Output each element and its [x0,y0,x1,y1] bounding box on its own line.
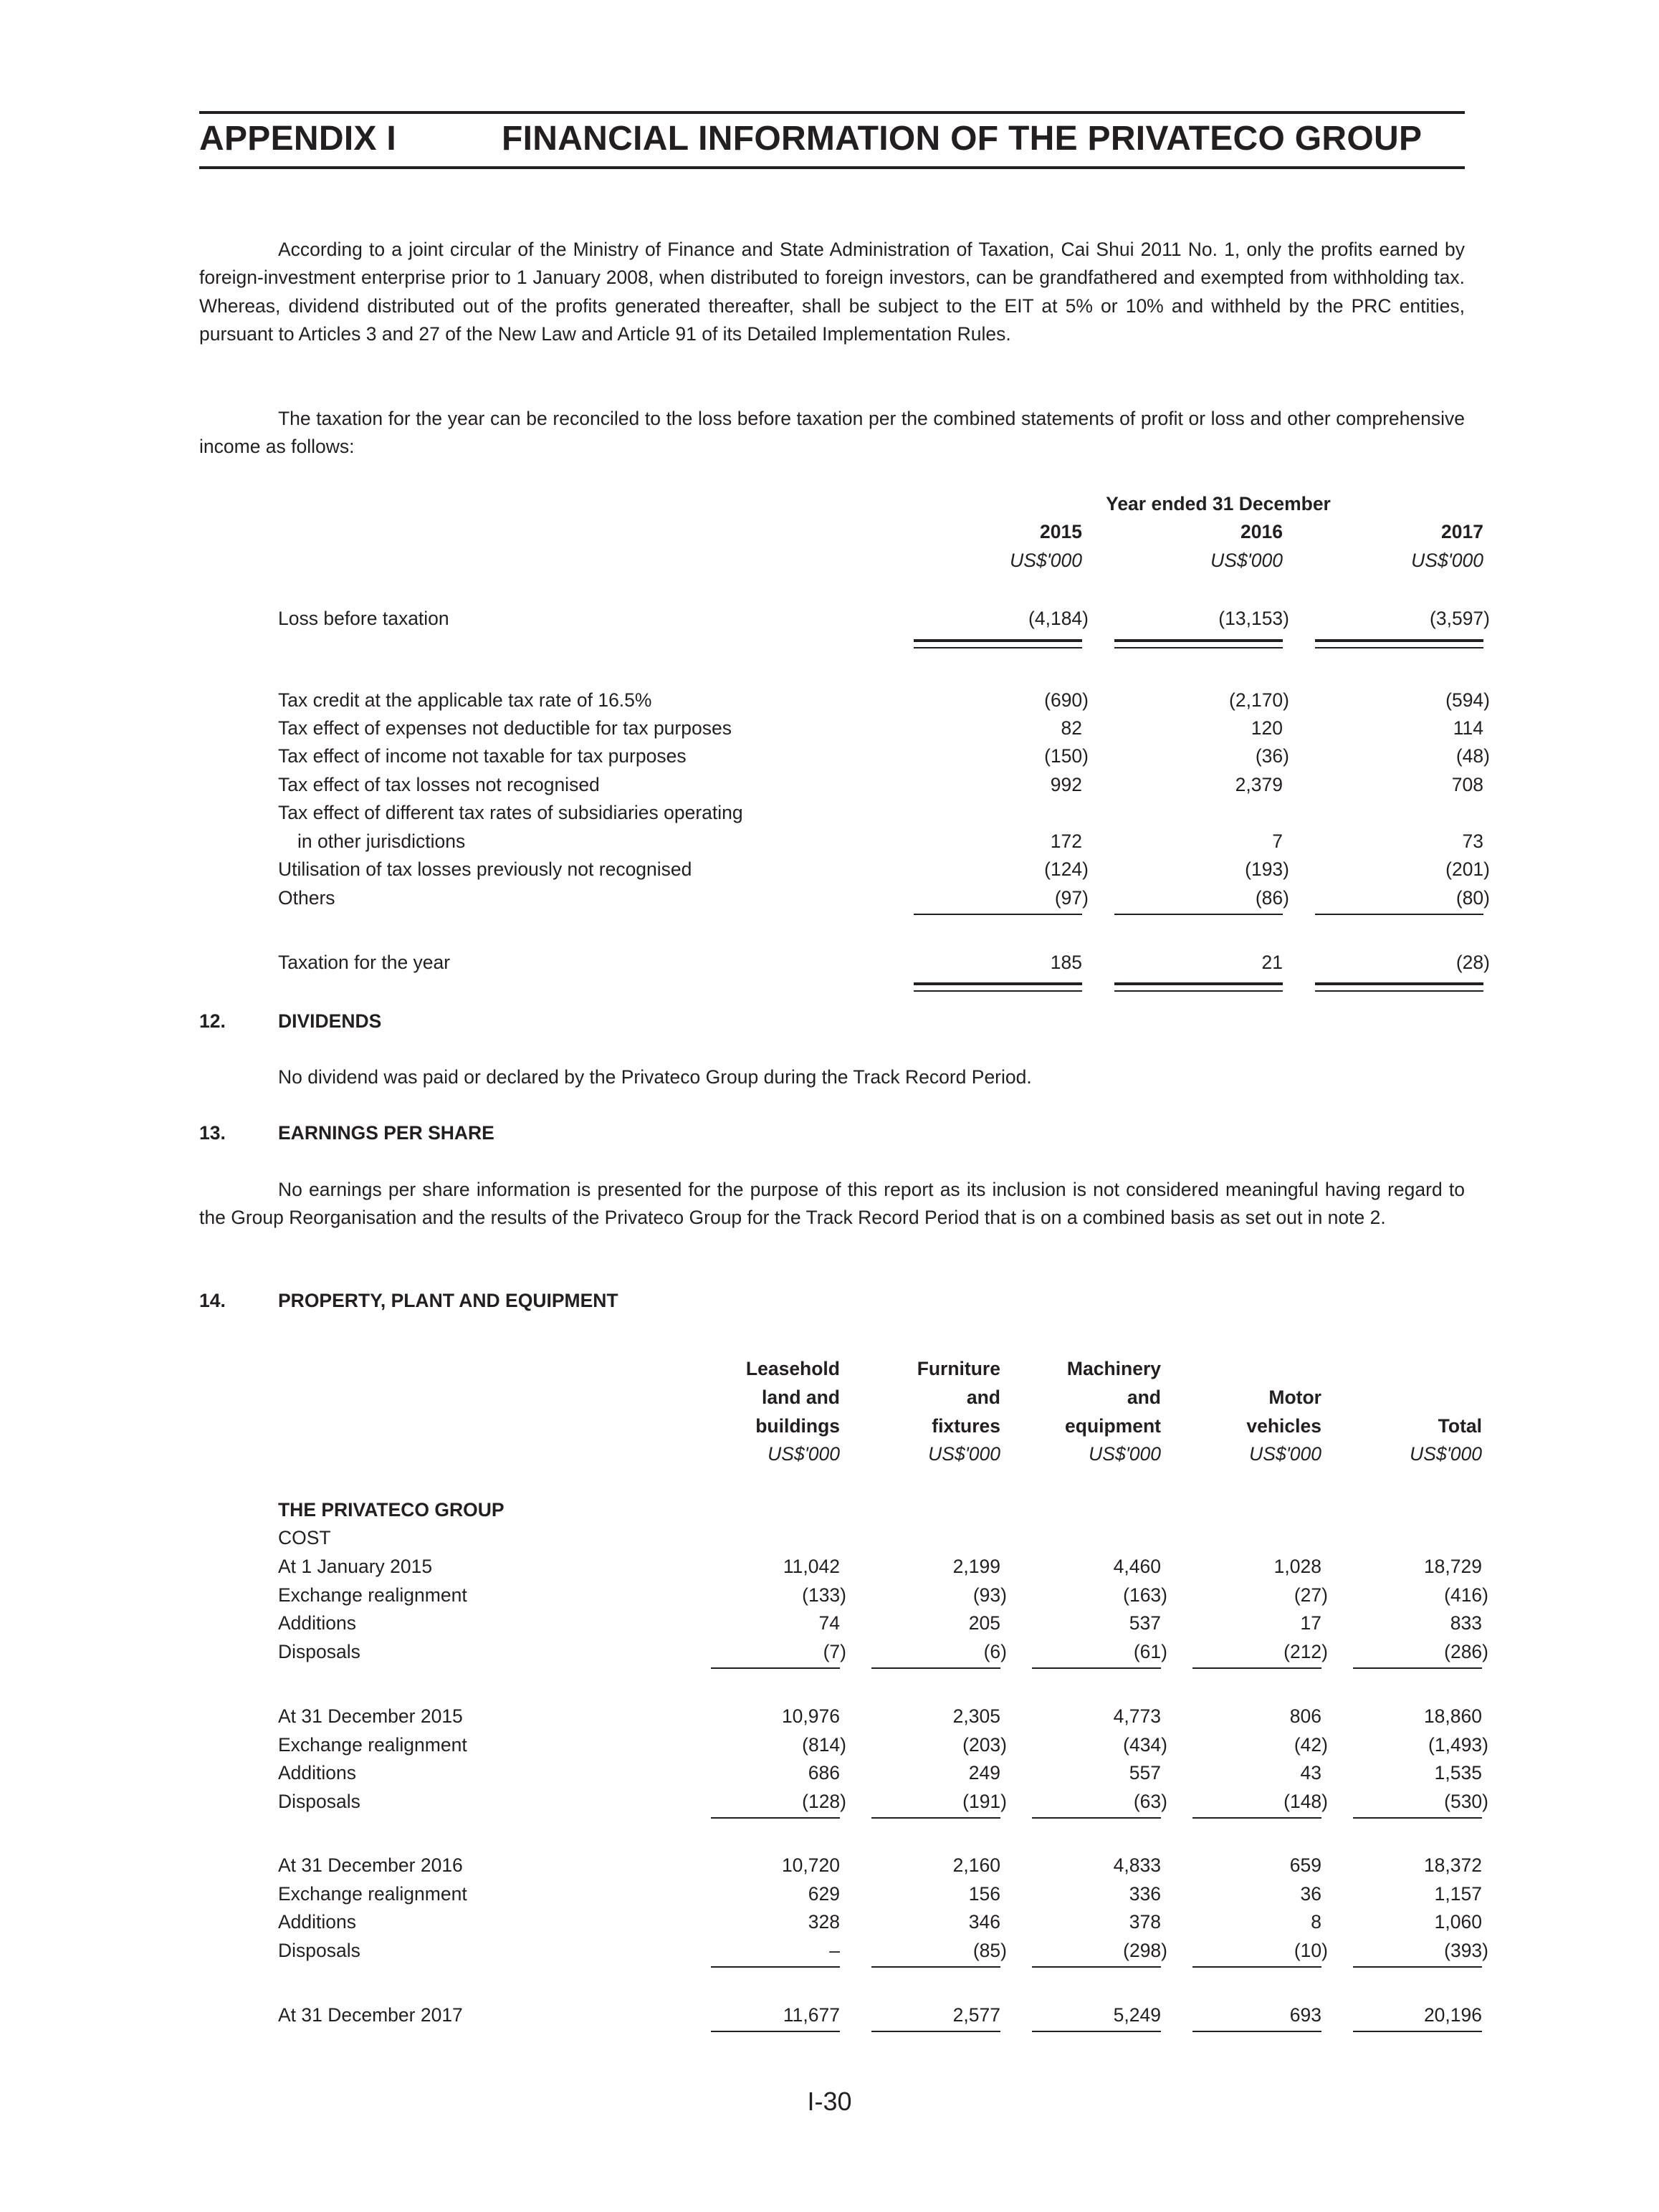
closing-rule [1192,2031,1321,2032]
tax-row-label: Tax effect of expenses not deductible for tax purposes [278,717,732,739]
column-header-line: Furniture [917,1358,1000,1379]
ppe-row-value: 43 [1300,1762,1321,1784]
tax-row-value: 114 [1453,717,1483,739]
ppe-row-value: (63) [1133,1791,1167,1812]
column-unit: US$'000 [1089,1443,1161,1465]
section-13-title: EARNINGS PER SHARE [278,1122,494,1144]
ppe-row-value: 17 [1300,1612,1321,1634]
taxation-for-year-value: 21 [1261,952,1283,973]
ppe-row-value: 1,028 [1273,1556,1321,1577]
ppe-row-label: At 1 January 2015 [278,1556,433,1577]
loss-before-tax-value: (4,184) [1028,608,1089,629]
ppe-row-value: 346 [968,1911,1000,1933]
tax-row-value: (594) [1445,689,1490,711]
closing-rule [711,2031,840,2032]
ppe-row-label: Additions [278,1762,357,1784]
ppe-row-label: Exchange realignment [278,1734,467,1756]
tax-row-value: 73 [1462,830,1483,852]
year-header-2015: 2015 [1040,521,1082,542]
ppe-row-value: 18,729 [1423,1556,1482,1577]
tax-row-label: Tax effect of different tax rates of subsidiaries operating [278,802,743,823]
ppe-row-label: Additions [278,1911,357,1933]
column-header-line: Machinery [1066,1358,1161,1379]
ppe-row-value: (6) [983,1641,1007,1662]
subtotal-rule [711,1667,840,1669]
double-rule-top [914,639,1082,642]
column-header-line: Motor [1268,1387,1321,1408]
ppe-row-value: 1,535 [1434,1762,1482,1784]
eps-paragraph: No earnings per share information is presented for the purpose of this report as its inclusion is not considered meaningful having regard to the Group Reorganisation and the results of the Privateco Group for the Track Record Period that is on a combined basis as set out in note 2. [199,1179,1465,1229]
ppe-row-value: (128) [802,1791,846,1812]
double-rule-bottom [1114,647,1283,648]
ppe-row-label: Disposals [278,1791,360,1812]
subtotal-rule [1353,1667,1482,1669]
column-unit: US$'000 [1410,1443,1482,1465]
unit-header: US$'000 [1411,550,1483,571]
ppe-row-value: (530) [1444,1791,1488,1812]
group-title: THE PRIVATECO GROUP [278,1499,505,1521]
ppe-row-value: (1,493) [1428,1734,1488,1756]
ppe-row-label: Additions [278,1612,357,1634]
ppe-row-label: Exchange realignment [278,1584,467,1606]
dividends-text: No dividend was paid or declared by the Privateco Group during the Track Record Period. [278,1066,1032,1088]
column-unit: US$'000 [928,1443,1000,1465]
section-14-number: 14. [199,1290,226,1311]
ppe-row-value: 378 [1129,1911,1161,1933]
header-bottom-rule [199,166,1465,169]
ppe-row-value: (212) [1283,1641,1328,1662]
double-rule-top [1114,982,1283,985]
ppe-row-value: (133) [802,1584,846,1606]
ppe-row-value: 557 [1129,1762,1161,1784]
tax-row-value: (150) [1044,745,1089,767]
cost-label: COST [278,1527,331,1548]
double-rule-bottom [1114,990,1283,992]
tax-row-value: 82 [1061,717,1082,739]
ppe-row-value: 1,157 [1434,1883,1482,1905]
taxation-for-year-value: (28) [1455,952,1490,973]
ppe-row-value: (416) [1444,1584,1488,1606]
subtotal-rule [1032,1966,1161,1968]
subtotal-rule [1192,1667,1321,1669]
intro-paragraph-1: According to a joint circular of the Ministry of Finance and State Administration of Taxation, Cai Shui 2011 No. 1, only the profits earned by foreign-investment enterprise prior to 1 January 2008, when distributed to foreign investors, can be grandfathered and exempted from withholding tax. Whereas, dividend distributed out of the profits generated thereafter, shall be subject to the EIT at 5% or 10% and withheld by the PRC entities, pursuant to Articles 3 and 27 of the New Law and Article 91 of its Detailed Implementation Rules. [199,239,1465,345]
tax-row-value: (193) [1245,858,1289,880]
ppe-row-value: 2,199 [952,1556,1000,1577]
ppe-row-value: (10) [1294,1940,1328,1961]
appendix-label: APPENDIX I [199,120,397,158]
subtotal-rule [1032,1817,1161,1819]
column-header-line: buildings [755,1415,840,1437]
page-number: I-30 [807,2087,852,2116]
ppe-row-value: (93) [972,1584,1007,1606]
taxation-for-year-value: 185 [1050,952,1082,973]
ppe-row-value: (42) [1294,1734,1328,1756]
ppe-row-value: 806 [1289,1705,1321,1727]
ppe-row-value: (85) [972,1940,1007,1961]
tax-row-label: Tax credit at the applicable tax rate of 16.5% [278,689,652,711]
tax-row-label: Tax effect of income not taxable for tax purposes [278,745,687,767]
loss-before-tax-label: Loss before taxation [278,608,449,629]
subtotal-rule [914,914,1082,915]
subtotal-rule [871,1667,1000,1669]
tax-row-value: (36) [1255,745,1289,767]
closing-balance-value: 5,249 [1113,2004,1161,2026]
subtotal-rule [871,1817,1000,1819]
ppe-row-value: 11,042 [783,1556,840,1577]
unit-header: US$'000 [1010,550,1082,571]
ppe-row-value: 833 [1450,1612,1482,1634]
tax-row-value: (690) [1044,689,1089,711]
ppe-row-value: 686 [808,1762,840,1784]
ppe-row-value: (61) [1133,1641,1167,1662]
taxation-for-year-label: Taxation for the year [278,952,451,973]
closing-rule [871,2031,1000,2032]
appendix-title: FINANCIAL INFORMATION OF THE PRIVATECO GROUP [502,120,1423,158]
closing-balance-value: 2,577 [952,2004,1000,2026]
column-header-line: equipment [1065,1415,1161,1437]
column-header-line: Leasehold [745,1358,840,1379]
double-rule-bottom [1315,990,1483,992]
column-header-line: land and [762,1387,840,1408]
ppe-row-value: 4,833 [1113,1854,1161,1876]
year-header-2016: 2016 [1240,521,1283,542]
closing-rule [1353,2031,1482,2032]
subtotal-rule [1315,914,1483,915]
unit-header: US$'000 [1210,550,1283,571]
tax-row-value: (201) [1445,858,1490,880]
tax-row-value: 992 [1050,774,1082,795]
closing-balance-value: 11,677 [783,2004,840,2026]
ppe-row-value: (148) [1283,1791,1328,1812]
ppe-row-value: 4,460 [1113,1556,1161,1577]
tax-row-value: 120 [1251,717,1283,739]
ppe-row-value: 2,305 [952,1705,1000,1727]
tax-row-value: 7 [1272,830,1283,852]
subtotal-rule [711,1817,840,1819]
ppe-row-value: 537 [1129,1612,1161,1634]
subtotal-rule [1032,1667,1161,1669]
ppe-row-value: 249 [968,1762,1000,1784]
year-header-2017: 2017 [1441,521,1483,542]
ppe-row-value: 18,372 [1423,1854,1482,1876]
ppe-row-label: Disposals [278,1641,360,1662]
ppe-row-value: (163) [1123,1584,1167,1606]
double-rule-top [914,982,1082,985]
ppe-row-label: Disposals [278,1940,360,1961]
double-rule-bottom [914,647,1082,648]
loss-before-tax-value: (3,597) [1430,608,1490,629]
ppe-row-value: 205 [968,1612,1000,1634]
tax-row-value: 172 [1050,830,1082,852]
ppe-row-value: 36 [1300,1883,1321,1905]
subtotal-rule [1192,1966,1321,1968]
section-14-title: PROPERTY, PLANT AND EQUIPMENT [278,1290,618,1311]
closing-balance-label: At 31 December 2017 [278,2004,463,2026]
column-unit: US$'000 [1249,1443,1321,1465]
section-12-title: DIVIDENDS [278,1010,382,1032]
ppe-row-value: 8 [1311,1911,1321,1933]
tax-row-value: (97) [1054,887,1089,909]
ppe-row-value: (298) [1123,1940,1167,1961]
tax-row-label: Others [278,887,335,909]
ppe-row-value: (27) [1294,1584,1328,1606]
ppe-row-value: (191) [962,1791,1007,1812]
column-unit: US$'000 [768,1443,840,1465]
ppe-row-value: 10,720 [781,1854,840,1876]
section-13-number: 13. [199,1122,226,1144]
tax-row-value: (2,170) [1229,689,1289,711]
ppe-row-value: 156 [968,1883,1000,1905]
double-rule-top [1315,639,1483,642]
period-header: Year ended 31 December [1106,493,1331,514]
double-rule-top [1315,982,1483,985]
loss-before-tax-value: (13,153) [1218,608,1289,629]
intro-paragraph-2: The taxation for the year can be reconciled to the loss before taxation per the combined statements of profit or loss and other comprehensive income as follows: [199,408,1465,458]
ppe-row-value: 1,060 [1434,1911,1482,1933]
ppe-row-value: (203) [962,1734,1007,1756]
ppe-row-value: 328 [808,1911,840,1933]
subtotal-rule [1192,1817,1321,1819]
ppe-row-value: 629 [808,1883,840,1905]
tax-row-label: Utilisation of tax losses previously not recognised [278,858,692,880]
ppe-row-value: (393) [1444,1940,1488,1961]
ppe-row-value: 4,773 [1113,1705,1161,1727]
column-header-line: and [1127,1387,1161,1408]
column-header-line: vehicles [1246,1415,1321,1437]
section-12-number: 12. [199,1010,226,1032]
tax-row-value: 708 [1451,774,1483,795]
subtotal-rule [1114,914,1283,915]
tax-row-value: 2,379 [1235,774,1283,795]
subtotal-rule [871,1966,1000,1968]
ppe-row-label: At 31 December 2016 [278,1854,463,1876]
double-rule-bottom [914,990,1082,992]
tax-row-label: in other jurisdictions [297,830,466,852]
column-header-line: fixtures [932,1415,1000,1437]
closing-balance-value: 693 [1289,2004,1321,2026]
double-rule-top [1114,639,1283,642]
tax-row-label: Tax effect of tax losses not recognised [278,774,600,795]
ppe-row-value: (7) [823,1641,846,1662]
ppe-row-value: 2,160 [952,1854,1000,1876]
tax-row-value: (86) [1255,887,1289,909]
ppe-row-value: 10,976 [781,1705,840,1727]
subtotal-rule [1353,1966,1482,1968]
ppe-row-value: (814) [802,1734,846,1756]
column-header-line: Total [1438,1415,1482,1437]
column-header-line: and [966,1387,1000,1408]
ppe-row-value: (286) [1444,1641,1488,1662]
ppe-row-label: At 31 December 2015 [278,1705,463,1727]
ppe-row-value: 74 [818,1612,840,1634]
closing-balance-value: 20,196 [1423,2004,1482,2026]
tax-row-value: (124) [1044,858,1089,880]
subtotal-rule [1353,1817,1482,1819]
ppe-row-value: 18,860 [1423,1705,1482,1727]
header-top-rule [199,111,1465,114]
ppe-row-label: Exchange realignment [278,1883,467,1905]
ppe-row-value: – [829,1940,840,1961]
ppe-row-value: 659 [1289,1854,1321,1876]
tax-row-value: (80) [1455,887,1490,909]
closing-rule [1032,2031,1161,2032]
double-rule-bottom [1315,647,1483,648]
ppe-row-value: (434) [1123,1734,1167,1756]
ppe-row-value: 336 [1129,1883,1161,1905]
tax-row-value: (48) [1455,745,1490,767]
subtotal-rule [711,1966,840,1968]
